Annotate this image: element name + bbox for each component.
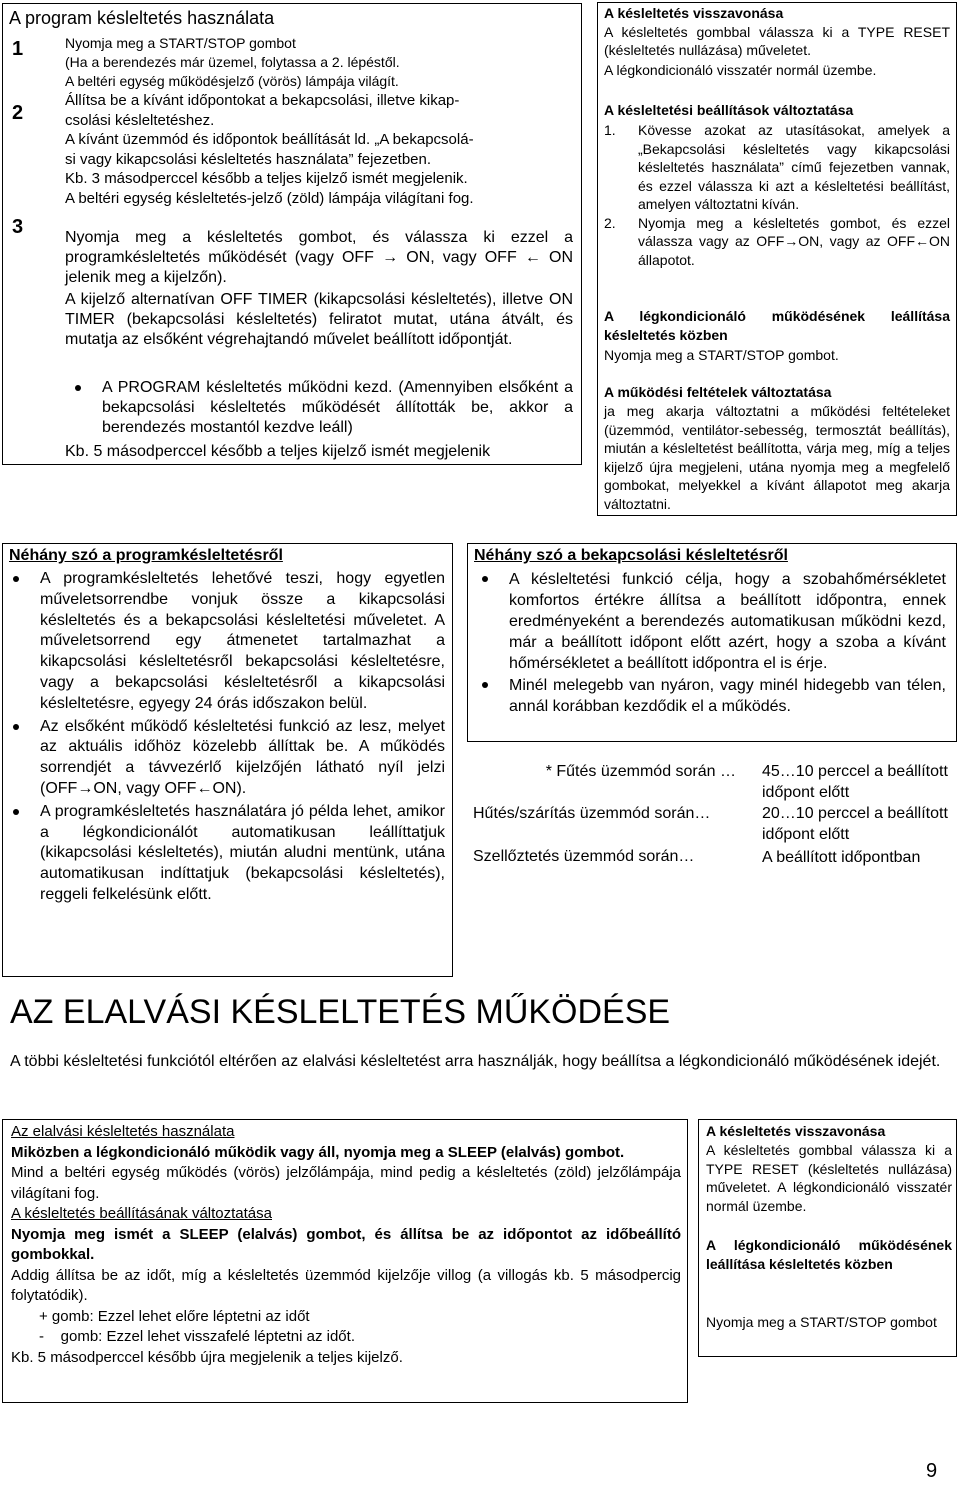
mode-value-cooling: 20…10 perccel a beállított időpont előtt bbox=[762, 805, 948, 843]
mode-label-vent: Szellőztetés üzemmód során… bbox=[473, 848, 695, 865]
about-on-title: Néhány szó a bekapcsolási késleltetésről bbox=[474, 547, 788, 564]
stop-title: A légkondicionáló működésének leállítása késleltetés közben bbox=[604, 308, 950, 343]
sleep-change-title: A késleltetés beállításának változtatása bbox=[11, 1205, 272, 1222]
step-2-line: csolási késleltetéshez. bbox=[65, 111, 215, 129]
step-1-line: Nyomja meg a START/STOP gombot bbox=[65, 35, 296, 51]
conditions-text: ja meg akarja változtatni a működési feltételeket (üzemmód, ventilátor-sebesség, termosztát beállítás), miután a késleltetést beállította, várja meg, míg a teljes kijelző újra megjeleni, utána nyomja meg a megfelelő gombokat, melyekkel a kívánt állapotot meg akarja változtatni. bbox=[604, 403, 950, 512]
change-list bbox=[604, 121, 950, 269]
change-item-number: 2. bbox=[604, 214, 616, 231]
about-program-list bbox=[3, 569, 445, 906]
change-item-text: Nyomja meg a késleltetés gombot, és ezzel válassza vagy az OFF→ON, vagy az OFF←ON állapotot. bbox=[638, 214, 950, 268]
sleep-minus-line: - gomb: Ezzel lehet visszafelé léptetni az időt. bbox=[39, 1328, 355, 1345]
step-1-line: A beltéri egység működésjelző (vörös) lámpája világít. bbox=[65, 73, 399, 90]
cancel-text-2: A légkondicionáló visszatér normál üzembe. bbox=[604, 62, 877, 78]
step-2-line: Kb. 3 másodperccel később a teljes kijelző ismét megjelenik. bbox=[65, 170, 468, 187]
step-2-line: Állítsa be a kívánt időpontokat a bekapcsolási, illetve kikap- bbox=[65, 92, 460, 109]
sleep-change-text: Addig állítsa be az időt, míg a késleltetés üzemmód kijelzője villog (a villogás kb. 5 másodpercig folytatódik). bbox=[11, 1266, 681, 1304]
about-program-box bbox=[2, 543, 453, 977]
sleep-use-text: Mind a beltéri egység működés (vörös) jelzőlámpája, mind pedig a késleltetés (zöld) jelzőlámpája világítani fog. bbox=[11, 1164, 681, 1202]
about-on-timer-box bbox=[467, 543, 957, 742]
timer-settings-box bbox=[597, 2, 957, 516]
mode-label-text: * Fűtés üzemmód során … bbox=[545, 763, 736, 780]
conditions-title: A működési feltételek változtatása bbox=[604, 384, 832, 400]
step-3-last: Kb. 5 másodperccel később a teljes kijelző ismét megjelenik bbox=[65, 443, 491, 460]
step-2-line: A kívánt üzemmód és időpontok beállítását ld. „A bekapcsolá- bbox=[65, 131, 474, 148]
mode-value-heating: 45…10 perccel a beállított időpont előtt bbox=[762, 763, 948, 801]
sleep-use-title: Az elalvási késleltetés használata bbox=[11, 1123, 235, 1140]
step-3-number: 3 bbox=[12, 216, 24, 238]
page-number: 9 bbox=[926, 1460, 938, 1482]
sleep-last: Kb. 5 másodperccel később újra megjelenik a teljes kijelző. bbox=[11, 1348, 403, 1366]
about-program-bullet: A programkésleltetés használatára jó példa lehet, amikor a légkondicionálót automatikusan leállíttatjuk (kikapcsolási késleltetés), miután aludni mentünk, utána automatikusan indíttatjuk (bekapcsolási késleltetés), reggeli felkelésünk előtt. bbox=[3, 802, 445, 906]
step-3-bullet-list bbox=[65, 378, 573, 438]
sleep-intro: A többi késleltetési funkciótól eltérően az elalvási késleltetést arra használják, hogy beállítsa a légkondicionáló működésének idejét. bbox=[10, 1053, 941, 1070]
step-1-number: 1 bbox=[12, 38, 24, 60]
sleep-plus-line: + gomb: Ezzel lehet előre léptetni az időt bbox=[39, 1307, 310, 1325]
step-3-bullet: A PROGRAM késleltetés működni kezd. (Amennyiben elsőként a bekapcsolási késleltetés működését állították be, akkor a berendezés mostantól kezdve leáll) bbox=[65, 378, 573, 438]
program-title: A program késleltetés használata bbox=[9, 8, 275, 28]
sleep-use-instruction: Miközben a légkondicionáló működik vagy áll, nyomja meg a SLEEP (elalvás) gombot. bbox=[11, 1143, 625, 1161]
about-on-list bbox=[472, 569, 946, 717]
program-timer-box bbox=[2, 3, 582, 465]
change-item-number: 1. bbox=[604, 122, 616, 138]
step-2-number: 2 bbox=[12, 102, 24, 124]
sleep-use-box bbox=[2, 1119, 688, 1403]
about-on-bullet: Minél melegebb van nyáron, vagy minél hidegebb van télen, annál korábban kezdődik el a működés. bbox=[472, 675, 946, 717]
sleep-side-box bbox=[698, 1119, 957, 1357]
sleep-change-instruction: Nyomja meg ismét a SLEEP (elalvás) gombot, és állítsa be az időpontot az időbeállító gombokkal. bbox=[11, 1225, 681, 1263]
step-2-line: A beltéri egység késleltetés-jelző (zöld) lámpája világítani fog. bbox=[65, 189, 474, 207]
stop-text: Nyomja meg a START/STOP gombot. bbox=[604, 347, 839, 363]
sleep-side-stop-text: Nyomja meg a START/STOP gombot bbox=[706, 1314, 937, 1330]
step-3-para: A kijelző alternatívan OFF TIMER (kikapcsolási késleltetés), illetve ON TIMER (bekapcsolási késleltetés) feliratot mutat, utána átvált, és mutatja az elsőként végrehajtandó művelet beállított időpontját. bbox=[65, 291, 573, 348]
about-program-bullet: A programkésleltetés lehetővé teszi, hogy egyetlen műveletsorrendbe vonjuk össze a kikapcsolási késleltetés és a bekapcsolási késleltetési műveletet. A műveletsorrend egy átmenetet tartalmazhat a kikapcsolási késleltetésről bekapcsolási késleltetésre, vagy a bekapcsolási késleltetésről a kikapcsolási késleltetésre, egyegy 24 órás időszakon belül. bbox=[3, 569, 445, 715]
mode-value-vent: A beállított időpontban bbox=[762, 849, 921, 866]
step-1-line: (Ha a berendezés már üzemel, folytassa a 2. lépéstől. bbox=[65, 54, 400, 71]
step-3-text: Nyomja meg a késleltetés gombot, és válassza ki ezzel a programkésleltetés működését (vagy OFF → ON, vagy OFF ← ON jelenik meg a kijelzőn). bbox=[65, 229, 573, 286]
change-item-text: Kövesse azokat az utasításokat, amelyek a „Bekapcsolási késleltetés vagy kikapcsolási késleltetés használata” című fejezetben vannak, és ezzel válassza ki azt a késleltetési beállítást, amelyen változtatni kíván. bbox=[638, 122, 950, 212]
cancel-text: A késleltetés gombbal válassza ki a TYPE RESET (késleltetés nullázása) műveletet. bbox=[604, 24, 950, 58]
sleep-side-cancel-text: A késleltetés gombbal válassza ki a TYPE RESET (késleltetés nullázása) műveletet. A légkondicionáló visszatér normál üzembe. bbox=[706, 1142, 952, 1214]
mode-label-heating bbox=[483, 762, 758, 782]
step-1-text bbox=[65, 34, 575, 92]
step-2-line: si vagy kikapcsolási késleltetés használata” fejezetben. bbox=[65, 150, 432, 168]
sleep-use-body bbox=[11, 1122, 681, 1368]
about-program-bullet: Az elsőként működő késleltetési funkció az lesz, melyet az aktuális időhöz közelebb állíttak be. A működés sorrendjét a távvezérlő kijelzőjén látható nyíl jelzi (OFF→ON, vagy OFF←ON). bbox=[3, 717, 445, 800]
step-2-text bbox=[65, 91, 575, 208]
change-title: A késleltetési beállítások változtatása bbox=[604, 102, 854, 118]
mode-label-cooling: Hűtés/szárítás üzemmód során… bbox=[473, 805, 711, 822]
about-program-title: Néhány szó a programkésleltetésről bbox=[9, 547, 283, 564]
about-on-bullet: A késleltetési funkció célja, hogy a szobahőmérsékletet komfortos értékre állítsa a beállított időpontra, ennek eredményeként a berendezés automatikusan működni kezd, már a beállított időpont előtt azért, hogy a szoba a kívánt hőmérsékletet a beállított időpontra el is érje. bbox=[472, 569, 946, 674]
sleep-side-cancel-title: A késleltetés visszavonása bbox=[706, 1123, 886, 1139]
change-item bbox=[604, 214, 950, 270]
sleep-heading: AZ ELALVÁSI KÉSLELTETÉS MŰKÖDÉSE bbox=[10, 993, 671, 1031]
cancel-title: A késleltetés visszavonása bbox=[604, 5, 784, 21]
change-item bbox=[604, 121, 950, 214]
sleep-side-stop-title: A légkondicionáló működésének leállítása késleltetés közben bbox=[706, 1237, 952, 1273]
